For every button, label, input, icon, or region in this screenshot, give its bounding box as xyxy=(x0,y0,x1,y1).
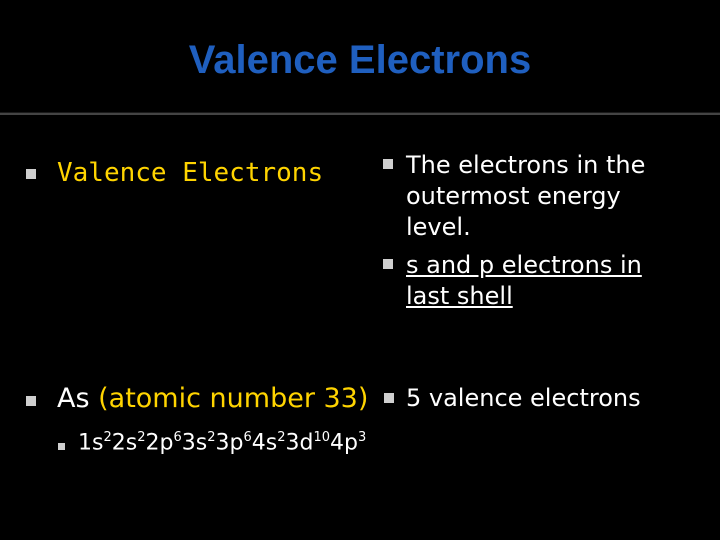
definition-line: level. xyxy=(406,213,471,241)
config-electron-count: 6 xyxy=(173,430,182,445)
bullet-icon xyxy=(26,396,36,406)
bullet-icon xyxy=(383,259,393,269)
atomic-number: (atomic number 33) xyxy=(98,383,369,414)
example-line xyxy=(57,383,368,414)
bullet-icon xyxy=(384,393,394,403)
config-orbital: 3s xyxy=(181,430,208,456)
left-heading: Valence Electrons xyxy=(57,158,324,188)
config-orbital: 2s xyxy=(111,430,138,456)
config-electron-count: 6 xyxy=(243,430,252,445)
divider xyxy=(0,113,720,115)
title-bar xyxy=(0,0,720,115)
sub-bullet-icon xyxy=(58,443,65,450)
config-electron-count: 2 xyxy=(137,430,146,445)
electron-configuration xyxy=(78,430,366,455)
config-electron-count: 2 xyxy=(277,430,286,445)
definition-line: The electrons in the xyxy=(406,151,646,179)
config-electron-count: 2 xyxy=(207,430,216,445)
config-orbital: 1s xyxy=(78,430,104,456)
config-orbital: 3p xyxy=(215,430,244,456)
bullet-icon xyxy=(26,169,36,179)
config-electron-count: 3 xyxy=(357,430,367,445)
config-electron-count: 10 xyxy=(313,430,331,445)
config-electron-count: 2 xyxy=(103,430,112,445)
config-orbital: 4p xyxy=(330,430,358,456)
element-symbol: As xyxy=(57,383,99,414)
definition-line: outermost energy xyxy=(406,182,621,210)
config-orbital: 4s xyxy=(251,430,278,456)
config-orbital: 3d xyxy=(285,430,314,456)
link-line[interactable]: last shell xyxy=(406,282,513,310)
slide-title: Valence Electrons xyxy=(188,38,532,82)
link-line[interactable]: s and p electrons in xyxy=(406,251,642,279)
definition-text xyxy=(406,150,645,243)
bullet-icon xyxy=(383,159,393,169)
sp-electrons-link[interactable] xyxy=(406,250,642,312)
valence-count: 5 valence electrons xyxy=(406,384,641,412)
config-orbital: 2p xyxy=(145,430,174,456)
